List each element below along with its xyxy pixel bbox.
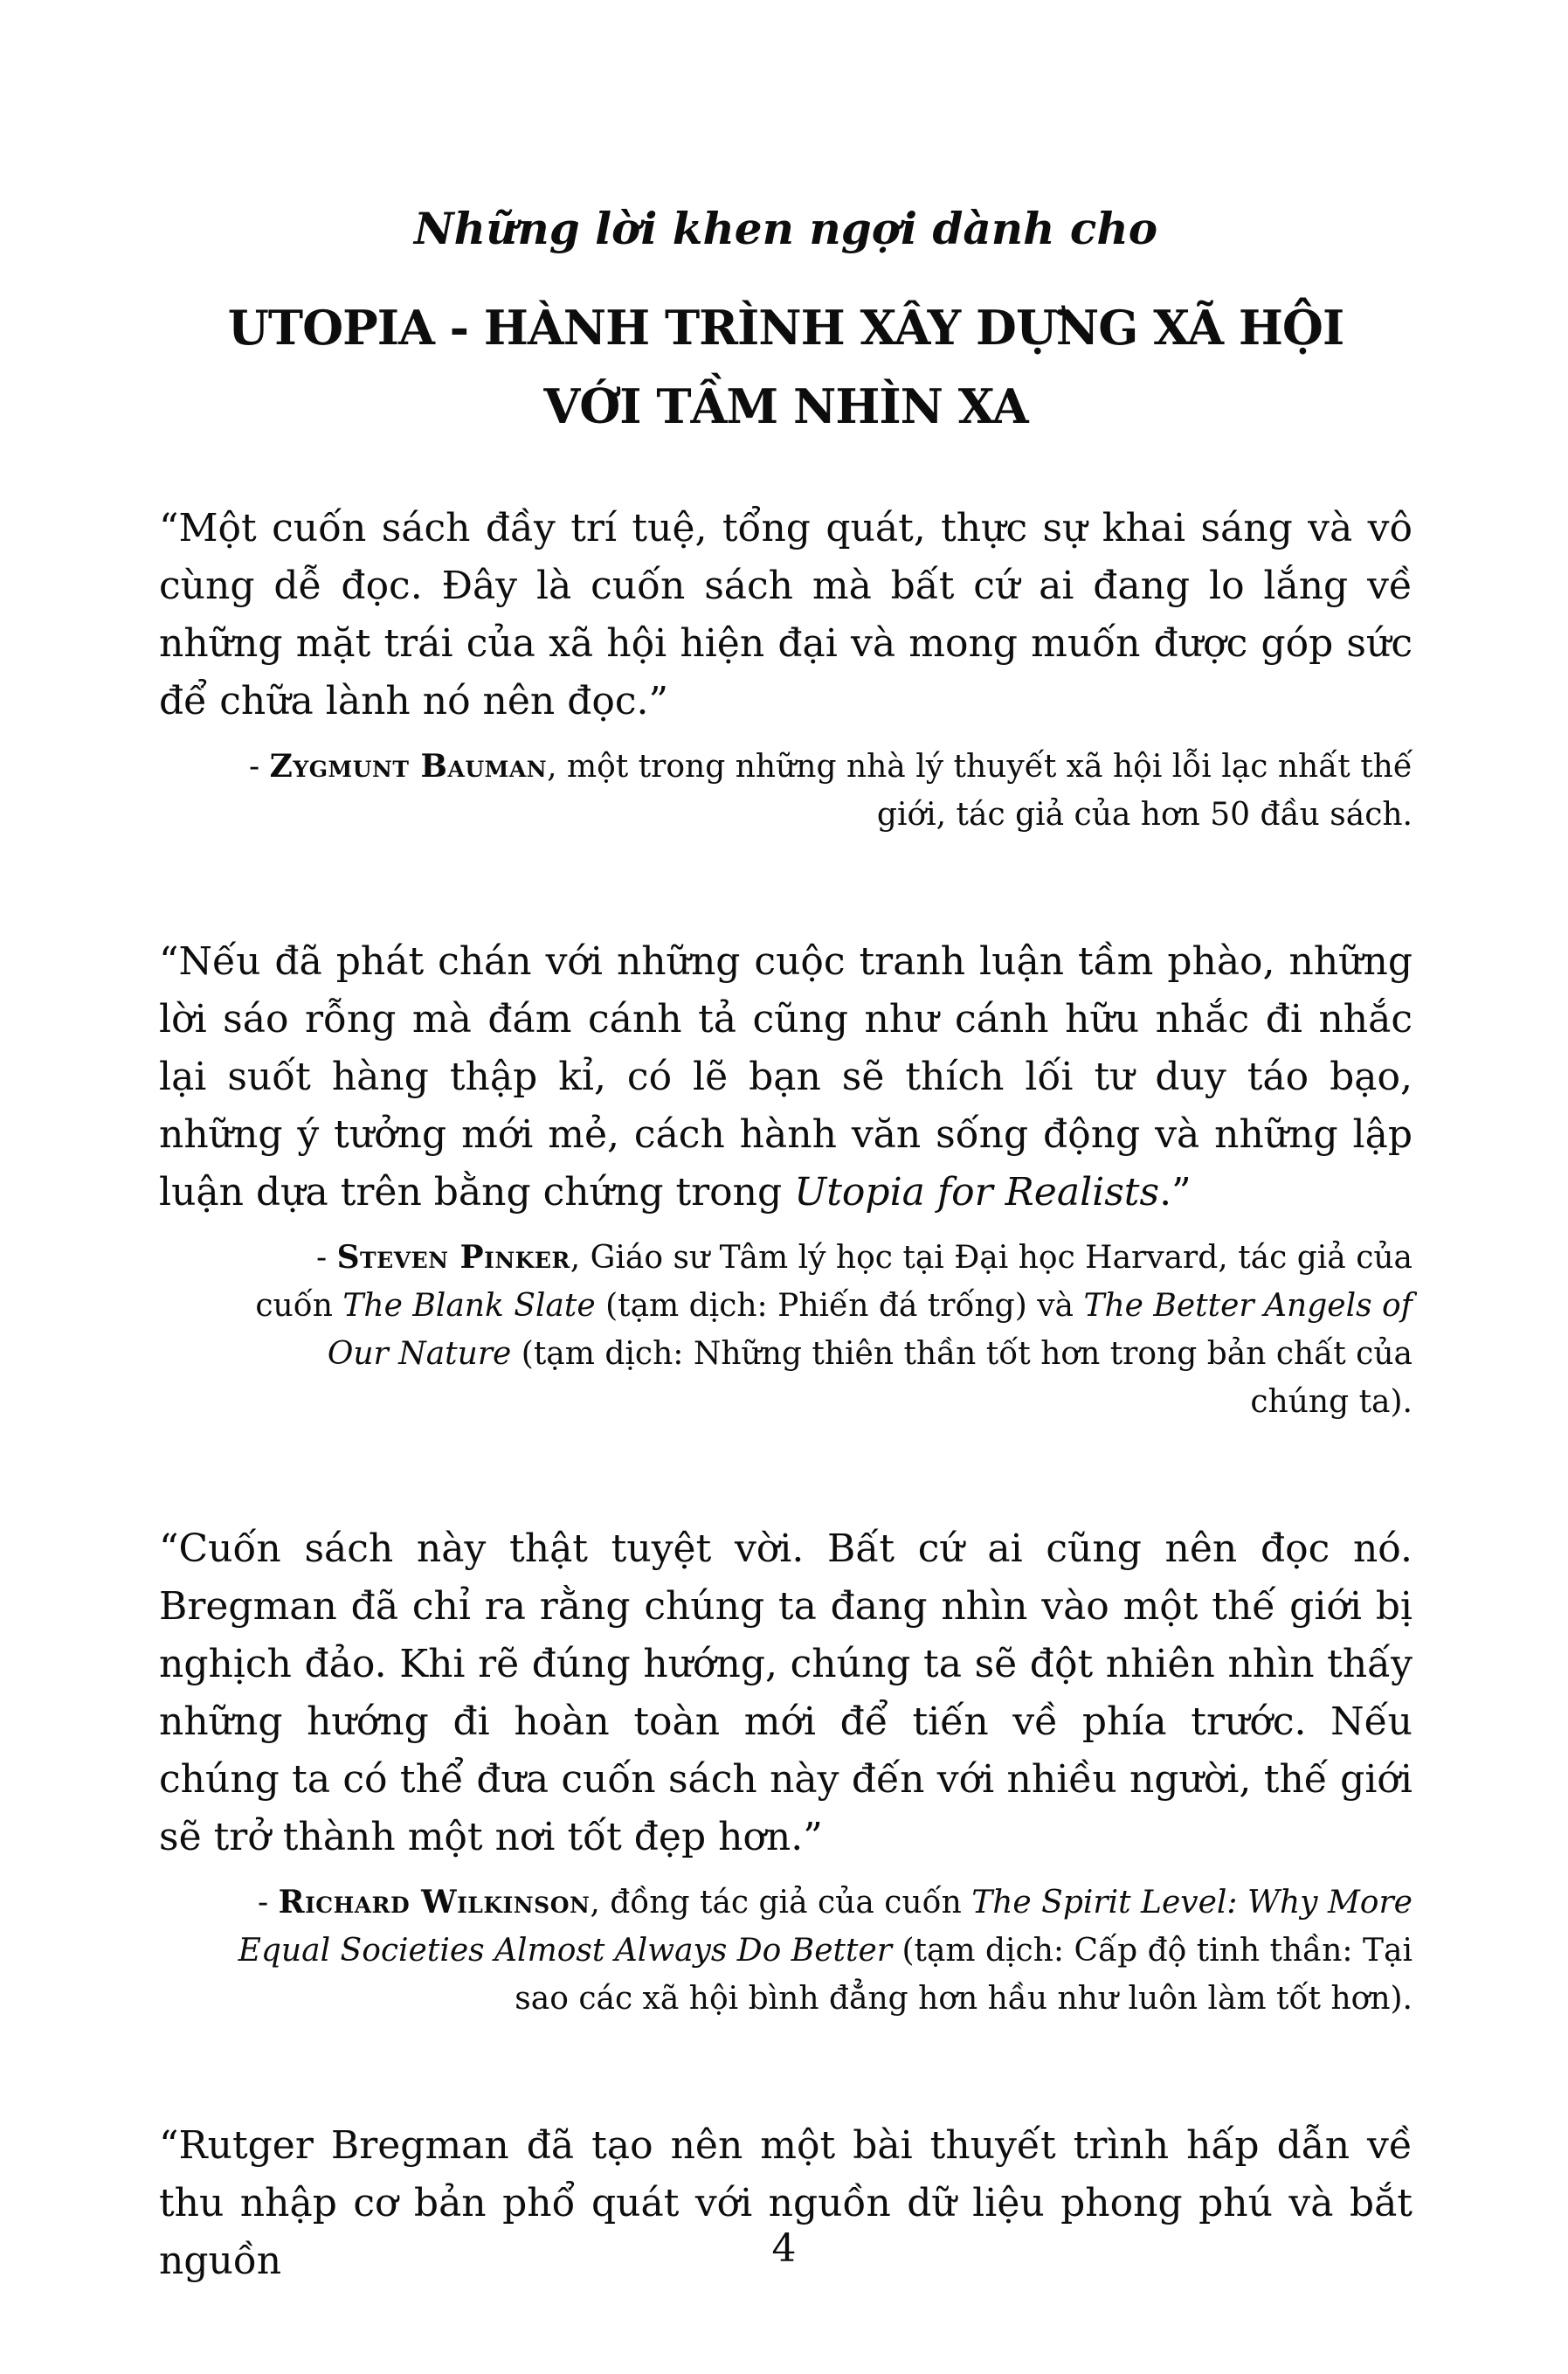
attribution-1 [159, 743, 1413, 839]
quote-text-run: “Một cuốn sách đầy trí tuệ, tổng quát, thực sự khai sáng và vô cùng dễ đọc. Đây là cuốn sách mà bất cứ ai đang lo lắng về những mặt trái của xã hội hiện đại và mong muốn được góp sức để chữa lành nó nên đọc.” [159, 506, 1413, 723]
book-title-italic: Utopia for Realists [794, 1170, 1160, 1215]
attribution-text-run: , Giáo sư Tâm lý học tại Đại học Harvard, tác giả của cuốn [255, 1240, 1413, 1324]
attribution-dash: - [315, 1240, 337, 1276]
author-name: Richard Wilkinson [278, 1884, 591, 1921]
attribution-text-run: , một trong những nhà lý thuyết xã hội lỗi lạc nhất thế giới, tác giả của hơn 50 đầu sách. [547, 749, 1413, 833]
page-number: 4 [771, 2226, 797, 2271]
book-title-line2: VỚI TẦM NHÌN XA [543, 378, 1028, 434]
quote-paragraph-2 [159, 933, 1413, 1222]
attribution-text-run: (tạm dịch: Phiến đá trống) và [595, 1288, 1084, 1324]
praise-label: Những lời khen ngợi dành cho [413, 203, 1158, 254]
quote-text-run: “Nếu đã phát chán với những cuộc tranh luận tầm phào, những lời sáo rỗng mà đám cánh tả cũng như cánh hữu nhắc đi nhắc lại suốt hàng thập kỉ, có lẽ bạn sẽ thích lối tư duy táo bạo, những ý tưởng mới mẻ, cách hành văn sống động và những lập luận dựa trên bằng chứng trong [159, 939, 1413, 1215]
attribution-text-run: , đồng tác giả của cuốn [590, 1885, 972, 1921]
book-title-italic: The Spirit Level: Why More Equal Societies Almost Always Do Better [238, 1885, 1413, 1969]
attribution-text-run: (tạm dịch: Cấp độ tinh thần: Tại sao các xã hội bình đẳng hơn hầu như luôn làm tốt hơn). [515, 1933, 1413, 2017]
author-name: Zygmunt Bauman [269, 748, 548, 785]
heading-block [159, 203, 1413, 446]
quote-paragraph-1 [159, 500, 1413, 730]
author-name: Steven Pinker [336, 1239, 570, 1276]
quote-text-run: “Rutger Bregman đã tạo nên một bài thuyết trình hấp dẫn về thu nhập cơ bản phổ quát với nguồn dữ liệu phong phú và bắt nguồn [159, 2123, 1413, 2283]
quote-paragraph-3 [159, 1520, 1413, 1866]
attribution-text-run: (tạm dịch: Những thiên thần tốt hơn trong bản chất của chúng ta). [511, 1336, 1413, 1420]
book-title [159, 288, 1413, 446]
attribution-2 [159, 1234, 1413, 1426]
book-title-italic: The Blank Slate [342, 1288, 596, 1324]
book-title-line1: UTOPIA - HÀNH TRÌNH XÂY DỰNG XÃ HỘI [227, 300, 1344, 356]
attribution-dash: - [258, 1885, 279, 1921]
book-title-italic: The Better Angels of Our Nature [327, 1288, 1413, 1372]
attribution-dash: - [248, 749, 270, 785]
quote-text-run: “Cuốn sách này thật tuyệt vời. Bất cứ ai cũng nên đọc nó. Bregman đã chỉ ra rằng chúng ta đang nhìn vào một thế giới bị nghịch đảo. Khi rẽ đúng hướng, chúng ta sẽ đột nhiên nhìn thấy những hướng đi hoàn toàn mới để tiến về phía trước. Nếu chúng ta có thể đưa cuốn sách này đến với nhiều người, thế giới sẽ trở thành một nơi tốt đẹp hơn.” [159, 1526, 1413, 1859]
attribution-3 [159, 1879, 1413, 2023]
quote-text-run: .” [1159, 1170, 1192, 1215]
